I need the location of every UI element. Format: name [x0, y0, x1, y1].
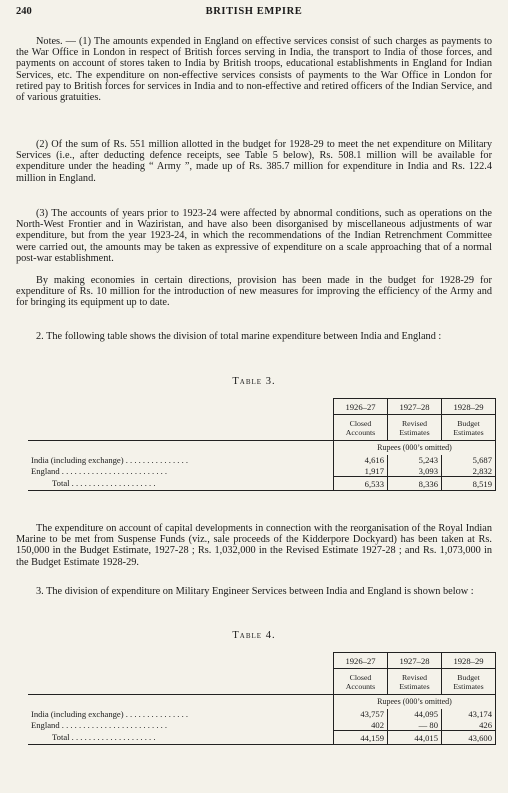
- item-3-paragraph: 3. The division of expenditure on Military Engineer Services between India and England is shown below :: [36, 586, 474, 597]
- table-3-year-2: 1927–28: [388, 399, 442, 415]
- table-total-row: [28, 477, 496, 491]
- cell: 44,095: [388, 709, 442, 720]
- cell: 5,687: [442, 455, 496, 466]
- cell: 44,159: [334, 731, 388, 745]
- table-total-row: [28, 731, 496, 745]
- table-4-units: Rupees (000’s omitted): [334, 695, 496, 709]
- row-label: England . . . . . . . . . . . . . . . . . . . . . . . . .: [31, 720, 168, 730]
- table-row: [28, 455, 496, 466]
- cell: 43,757: [334, 709, 388, 720]
- table-4-year-2: 1927–28: [388, 653, 442, 669]
- table-4-year-1: 1926–27: [334, 653, 388, 669]
- table-4-status-3: Budget Estimates: [442, 669, 496, 695]
- running-header: [16, 6, 492, 20]
- notes-paragraph-2: (2) Of the sum of Rs. 551 million allotted in the budget for 1928-29 to meet the net expenditure on Military Services (i.e., after deducting defence receipts, see Table 5 below), Rs. 508.1 million will be available for expenditure under the heading “ Army ”, made up of Rs. 385.7 million for expenditure in India and Rs. 122.4 million in England.: [16, 139, 492, 184]
- cell: 6,533: [334, 477, 388, 491]
- table-3-year-1: 1926–27: [334, 399, 388, 415]
- total-label: Total . . . . . . . . . . . . . . . . . . . .: [28, 477, 334, 491]
- cell: 43,600: [442, 731, 496, 745]
- table-3-status-2: Revised Estimates: [388, 415, 442, 441]
- running-title: BRITISH EMPIRE: [205, 6, 303, 17]
- cell: 44,015: [388, 731, 442, 745]
- table-4-status-1: Closed Accounts: [334, 669, 388, 695]
- cell: 43,174: [442, 709, 496, 720]
- cell: 8,519: [442, 477, 496, 491]
- table-4: [28, 652, 496, 745]
- cell: 426: [442, 720, 496, 731]
- cell: 2,832: [442, 466, 496, 477]
- table-row: [28, 720, 496, 731]
- table-3-status-1: Closed Accounts: [334, 415, 388, 441]
- table-row: [28, 466, 496, 477]
- capital-paragraph: The expenditure on account of capital developments in connection with the reorganisation of the Royal Indian Marine to be met from Suspense Funds (viz., sale proceeds of the Kidderpore Dockyard) has been taken at Rs. 150,000 in the Budget Estimate, 1927-28 ; Rs. 1,032,000 in the Revised Estimate 1927-28 ; and Rs. 1,073,000 in the Budget Estimate 1928-29.: [16, 523, 492, 568]
- cell: 3,093: [388, 466, 442, 477]
- table-3-title: Table 3.: [232, 376, 276, 387]
- row-label: India (including exchange) . . . . . . . . . . . . . . .: [31, 455, 189, 465]
- notes-paragraph-1: Notes. — (1) The amounts expended in England on effective services consist of such charges as payments to the War Office in London in respect of British forces serving in India, the transport to India of those forces, and payments on account of stores taken to India by British troops, educational establishments in England for Indian Services, etc. The expenditure on non-effective services consists of payments to the War Office in London for retired pay to British forces for services in India and to non-effective and retired officers of the Indian Service, and of various gratuities.: [16, 36, 492, 104]
- row-label: England . . . . . . . . . . . . . . . . . . . . . . . . .: [31, 466, 168, 476]
- total-label: Total . . . . . . . . . . . . . . . . . . . .: [28, 731, 334, 745]
- table-3-status-3: Budget Estimates: [442, 415, 496, 441]
- table-4-status-2: Revised Estimates: [388, 669, 442, 695]
- cell: 4,616: [334, 455, 388, 466]
- table-4-title: Table 4.: [232, 630, 276, 641]
- table-3-units: Rupees (000’s omitted): [334, 441, 496, 455]
- cell: — 80: [388, 720, 442, 731]
- cell: 5,243: [388, 455, 442, 466]
- row-label: India (including exchange) . . . . . . . . . . . . . . .: [31, 709, 189, 719]
- cell: 1,917: [334, 466, 388, 477]
- table-3: [28, 398, 496, 491]
- table-row: [28, 709, 496, 720]
- page-number: 240: [16, 6, 32, 17]
- economies-paragraph: By making economies in certain directions, provision has been made in the budget for 1928-29 for expenditure of Rs. 10 million for the introduction of new measures for improving the efficiency of the Army and for bringing its equipment up to date.: [16, 275, 492, 309]
- cell: 402: [334, 720, 388, 731]
- cell: 8,336: [388, 477, 442, 491]
- notes-paragraph-3: (3) The accounts of years prior to 1923-24 were affected by abnormal conditions, such as operations on the North-West Frontier and in Waziristan, and have also been disorganised by miscellaneous adjustments of war expenditure, but from the year 1923-24, in which the recommendations of the Indian Retrenchment Committee were carried out, the amounts may be taken as expressive of expenditure on a scale approaching that of a normal post-war establishment.: [16, 208, 492, 264]
- table-3-year-3: 1928–29: [442, 399, 496, 415]
- item-2-paragraph: 2. The following table shows the division of total marine expenditure between India and England :: [36, 331, 442, 342]
- table-4-year-3: 1928–29: [442, 653, 496, 669]
